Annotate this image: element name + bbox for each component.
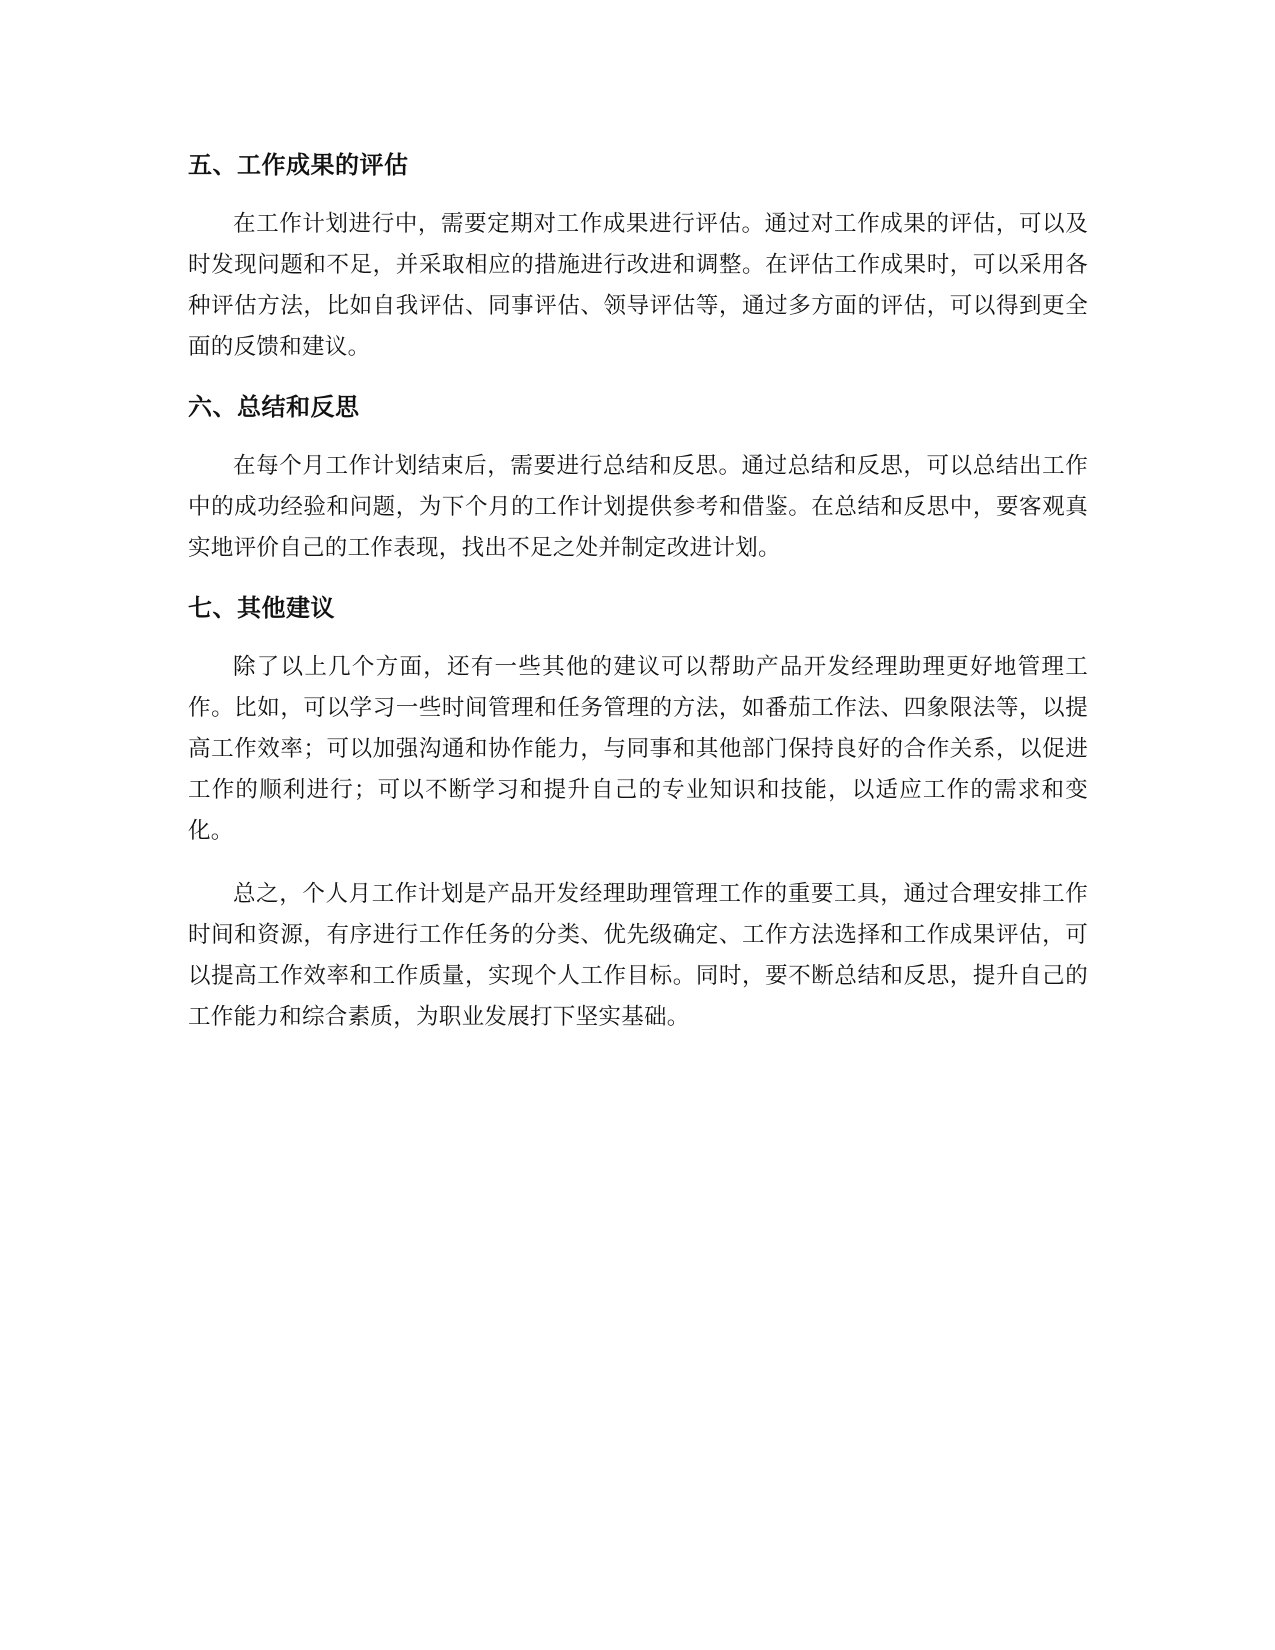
section-work-evaluation [188, 148, 1088, 368]
section-heading: 七、其他建议 [188, 594, 335, 622]
document-body [188, 148, 1088, 1038]
paragraph: 在工作计划进行中，需要定期对工作成果进行评估。通过对工作成果的评估，可以及时发现问题和不足，并采取相应的措施进行改进和调整。在评估工作成果时，可以采用各种评估方法，比如自我评估、同事评估、领导评估等，通过多方面的评估，可以得到更全面的反馈和建议。 [188, 211, 1088, 360]
section-other-suggestions [188, 591, 1088, 1038]
section-heading: 六、总结和反思 [188, 393, 360, 421]
section-summary-reflection [188, 390, 1088, 569]
paragraph: 除了以上几个方面，还有一些其他的建议可以帮助产品开发经理助理更好地管理工作。比如，可以学习一些时间管理和任务管理的方法，如番茄工作法、四象限法等，以提高工作效率；可以加强沟通和协作能力，与同事和其他部门保持良好的合作关系，以促进工作的顺利进行；可以不断学习和提升自己的专业知识和技能，以适应工作的需求和变化。 [188, 654, 1088, 844]
paragraph: 总之，个人月工作计划是产品开发经理助理管理工作的重要工具，通过合理安排工作时间和资源，有序进行工作任务的分类、优先级确定、工作方法选择和工作成果评估，可以提高工作效率和工作质量，实现个人工作目标。同时，要不断总结和反思，提升自己的工作能力和综合素质，为职业发展打下坚实基础。 [188, 881, 1088, 1030]
paragraph: 在每个月工作计划结束后，需要进行总结和反思。通过总结和反思，可以总结出工作中的成功经验和问题，为下个月的工作计划提供参考和借鉴。在总结和反思中，要客观真实地评价自己的工作表现，找出不足之处并制定改进计划。 [188, 453, 1088, 561]
section-heading: 五、工作成果的评估 [188, 151, 409, 179]
